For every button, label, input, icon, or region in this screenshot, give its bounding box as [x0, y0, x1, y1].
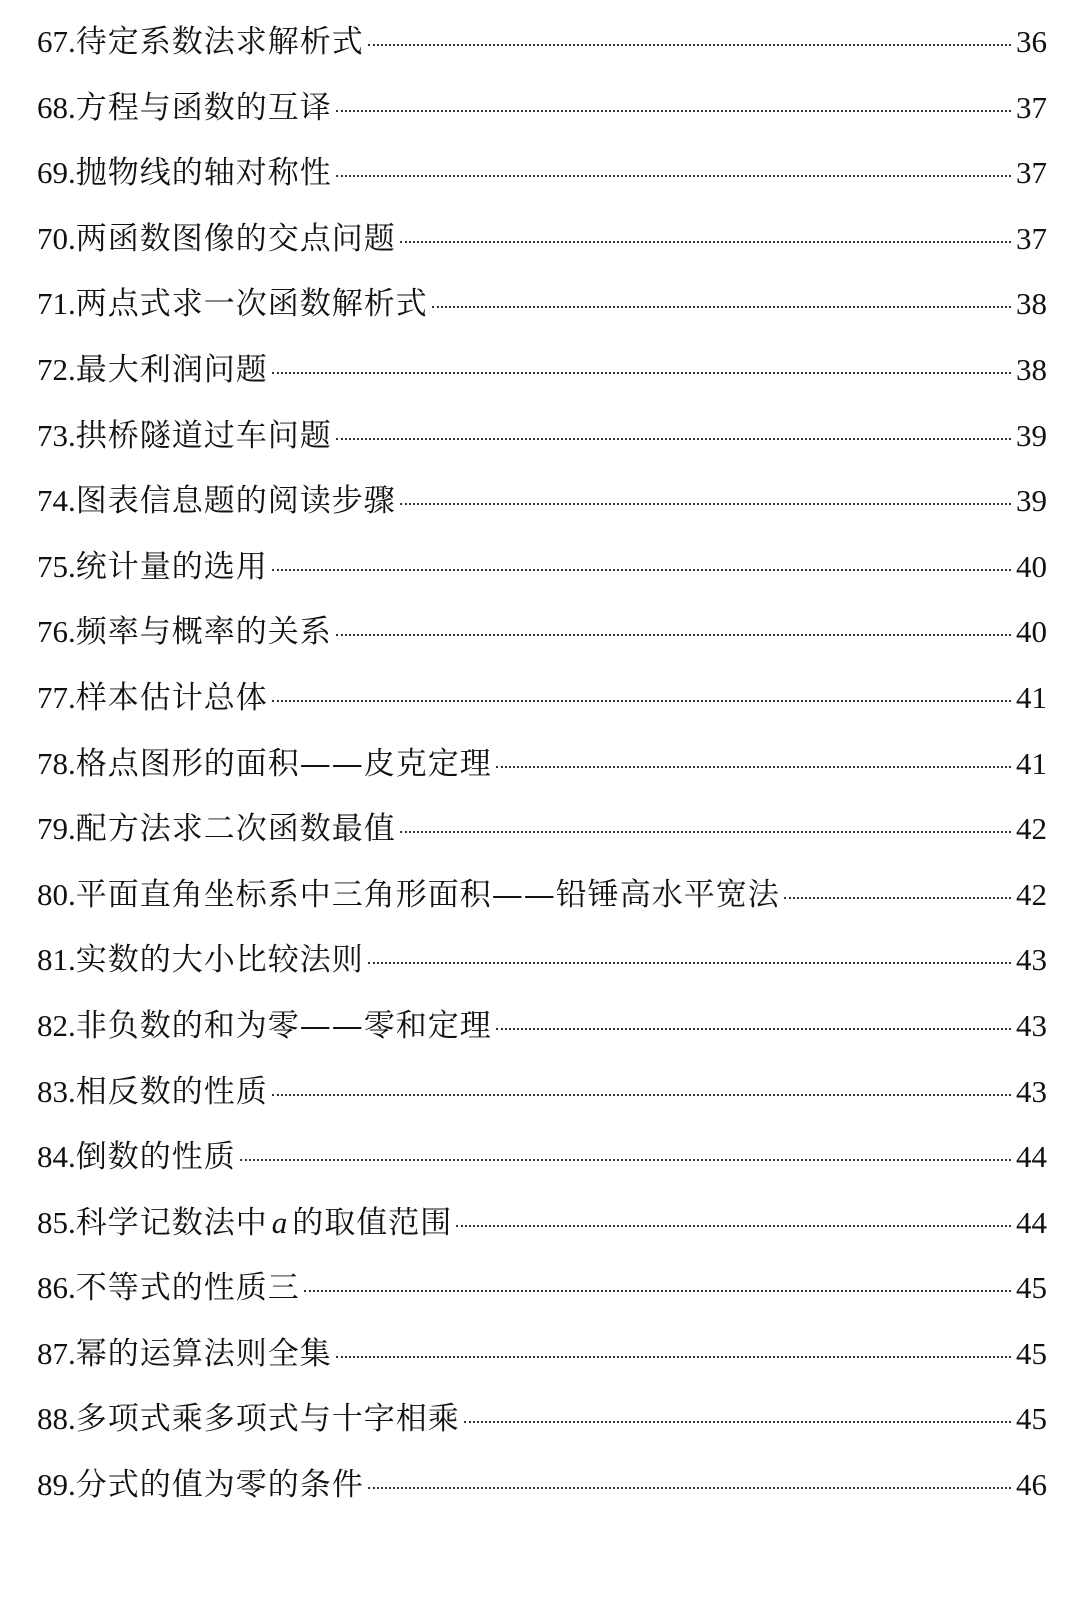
entry-title: 拱桥隧道过车问题 [75, 417, 332, 454]
toc-entry-79[interactable] [37, 805, 1047, 871]
entry-page-number: 38 [1016, 351, 1047, 387]
dot-leader [400, 503, 1011, 505]
entry-number: 77. [37, 679, 76, 715]
dot-leader [368, 962, 1011, 964]
entry-page-number: 39 [1016, 483, 1047, 519]
entry-page-number: 42 [1016, 811, 1047, 847]
entry-number: 70. [37, 220, 76, 256]
toc-entry-69[interactable] [37, 149, 1047, 215]
entry-number: 68. [37, 89, 76, 125]
entry-title: 两函数图像的交点问题 [75, 220, 396, 257]
toc-entry-73[interactable] [37, 412, 1047, 478]
entry-number: 74. [37, 483, 76, 519]
entry-number: 73. [37, 417, 76, 453]
entry-page-number: 43 [1016, 1007, 1047, 1043]
entry-title [76, 1199, 453, 1247]
entry-page-number: 41 [1016, 679, 1047, 715]
toc-entry-74[interactable] [37, 477, 1047, 543]
toc-entry-88[interactable] [37, 1395, 1047, 1461]
dot-leader [784, 897, 1011, 899]
toc-entry-82[interactable] [37, 1002, 1047, 1068]
dot-leader [400, 831, 1011, 833]
dot-leader [240, 1159, 1011, 1161]
dot-leader [336, 110, 1011, 112]
toc-entry-83[interactable] [37, 1068, 1047, 1134]
dot-leader [336, 1356, 1011, 1358]
entry-number: 79. [37, 811, 76, 847]
entry-page-number: 44 [1016, 1204, 1047, 1240]
entry-title: 配方法求二次函数最值 [75, 811, 396, 848]
entry-title: 不等式的性质三 [75, 1270, 300, 1307]
entry-title: 分式的值为零的条件 [75, 1467, 364, 1504]
toc-entry-87[interactable] [37, 1330, 1047, 1396]
entry-title: 频率与概率的关系 [75, 614, 332, 651]
toc-entry-72[interactable] [37, 346, 1047, 412]
entry-number: 83. [37, 1073, 76, 1109]
entry-page-number: 44 [1016, 1139, 1047, 1175]
dot-leader [368, 1487, 1011, 1489]
entry-number: 72. [37, 351, 76, 387]
entry-number: 85. [37, 1204, 76, 1240]
entry-title: 多项式乘多项式与十字相乘 [75, 1401, 460, 1438]
toc-entry-71[interactable] [37, 280, 1047, 346]
entry-title: 统计量的选用 [75, 548, 268, 585]
dot-leader [432, 306, 1011, 308]
entry-page-number: 37 [1016, 89, 1047, 125]
entry-title: 抛物线的轴对称性 [75, 155, 332, 192]
entry-page-number: 36 [1016, 24, 1047, 59]
toc-entry-75[interactable] [37, 543, 1047, 609]
entry-title: 相反数的性质 [75, 1073, 268, 1110]
entry-number: 88. [37, 1401, 76, 1437]
entry-number: 67. [37, 24, 76, 59]
entry-number: 80. [37, 876, 76, 912]
entry-title: 样本估计总体 [75, 679, 268, 716]
entry-page-number: 42 [1016, 876, 1047, 912]
entry-page-number: 43 [1016, 942, 1047, 978]
entry-title: 实数的大小比较法则 [75, 942, 364, 979]
entry-page-number: 45 [1016, 1335, 1047, 1371]
entry-title: 非负数的和为零——零和定理 [75, 1007, 492, 1044]
toc-entry-68[interactable] [37, 84, 1047, 150]
entry-title: 倒数的性质 [75, 1139, 236, 1176]
toc-entry-86[interactable] [37, 1264, 1047, 1330]
entry-page-number: 45 [1016, 1401, 1047, 1437]
entry-number: 69. [37, 155, 76, 191]
dot-leader [496, 766, 1011, 768]
entry-page-number: 37 [1016, 155, 1047, 191]
entry-title: 平面直角坐标系中三角形面积——铅锤高水平宽法 [75, 876, 780, 913]
entry-number: 86. [37, 1270, 76, 1306]
entry-title: 方程与函数的互译 [75, 89, 332, 126]
entry-number: 78. [37, 745, 76, 781]
dot-leader [336, 438, 1011, 440]
dot-leader [496, 1028, 1011, 1030]
toc-entry-84[interactable] [37, 1133, 1047, 1199]
entry-page-number: 43 [1016, 1073, 1047, 1109]
entry-title-after: 的取值范围 [292, 1204, 453, 1241]
toc-entry-80[interactable] [37, 871, 1047, 937]
entry-title: 两点式求一次函数解析式 [75, 286, 428, 323]
toc-entry-81[interactable] [37, 936, 1047, 1002]
toc-entry-89[interactable] [37, 1461, 1047, 1527]
entry-number: 75. [37, 548, 76, 584]
entry-page-number: 38 [1016, 286, 1047, 322]
dot-leader [336, 634, 1011, 636]
dot-leader [272, 700, 1011, 702]
toc-entry-70[interactable] [37, 215, 1047, 281]
entry-number: 87. [37, 1335, 76, 1371]
toc-entry-85[interactable] [37, 1199, 1047, 1265]
table-of-contents [37, 18, 1047, 1527]
entry-number: 89. [37, 1467, 76, 1503]
entry-title: 格点图形的面积——皮克定理 [75, 745, 492, 782]
entry-number: 82. [37, 1007, 76, 1043]
dot-leader [272, 1094, 1011, 1096]
dot-leader [400, 241, 1011, 243]
toc-entry-78[interactable] [37, 740, 1047, 806]
entry-number: 76. [37, 614, 76, 650]
entry-number: 84. [37, 1139, 76, 1175]
entry-title: 最大利润问题 [75, 351, 268, 388]
entry-title: 幂的运算法则全集 [75, 1335, 332, 1372]
entry-number: 71. [37, 286, 76, 322]
dot-leader [368, 44, 1011, 46]
dot-leader [336, 175, 1011, 177]
dot-leader [272, 372, 1011, 374]
entry-number: 81. [37, 942, 76, 978]
variable-a: a [271, 1204, 289, 1240]
entry-title-before: 科学记数法中 [75, 1204, 268, 1241]
entry-page-number: 45 [1016, 1270, 1047, 1306]
dot-leader [464, 1421, 1011, 1423]
entry-title: 待定系数法求解析式 [75, 24, 364, 60]
dot-leader [456, 1225, 1011, 1227]
dot-leader [304, 1290, 1011, 1292]
entry-page-number: 40 [1016, 614, 1047, 650]
entry-page-number: 37 [1016, 220, 1047, 256]
toc-entry-67[interactable] [37, 18, 1047, 84]
dot-leader [272, 569, 1011, 571]
entry-page-number: 46 [1016, 1467, 1047, 1503]
entry-title: 图表信息题的阅读步骤 [75, 483, 396, 520]
entry-page-number: 39 [1016, 417, 1047, 453]
toc-entry-77[interactable] [37, 674, 1047, 740]
toc-entry-76[interactable] [37, 608, 1047, 674]
entry-page-number: 41 [1016, 745, 1047, 781]
entry-page-number: 40 [1016, 548, 1047, 584]
